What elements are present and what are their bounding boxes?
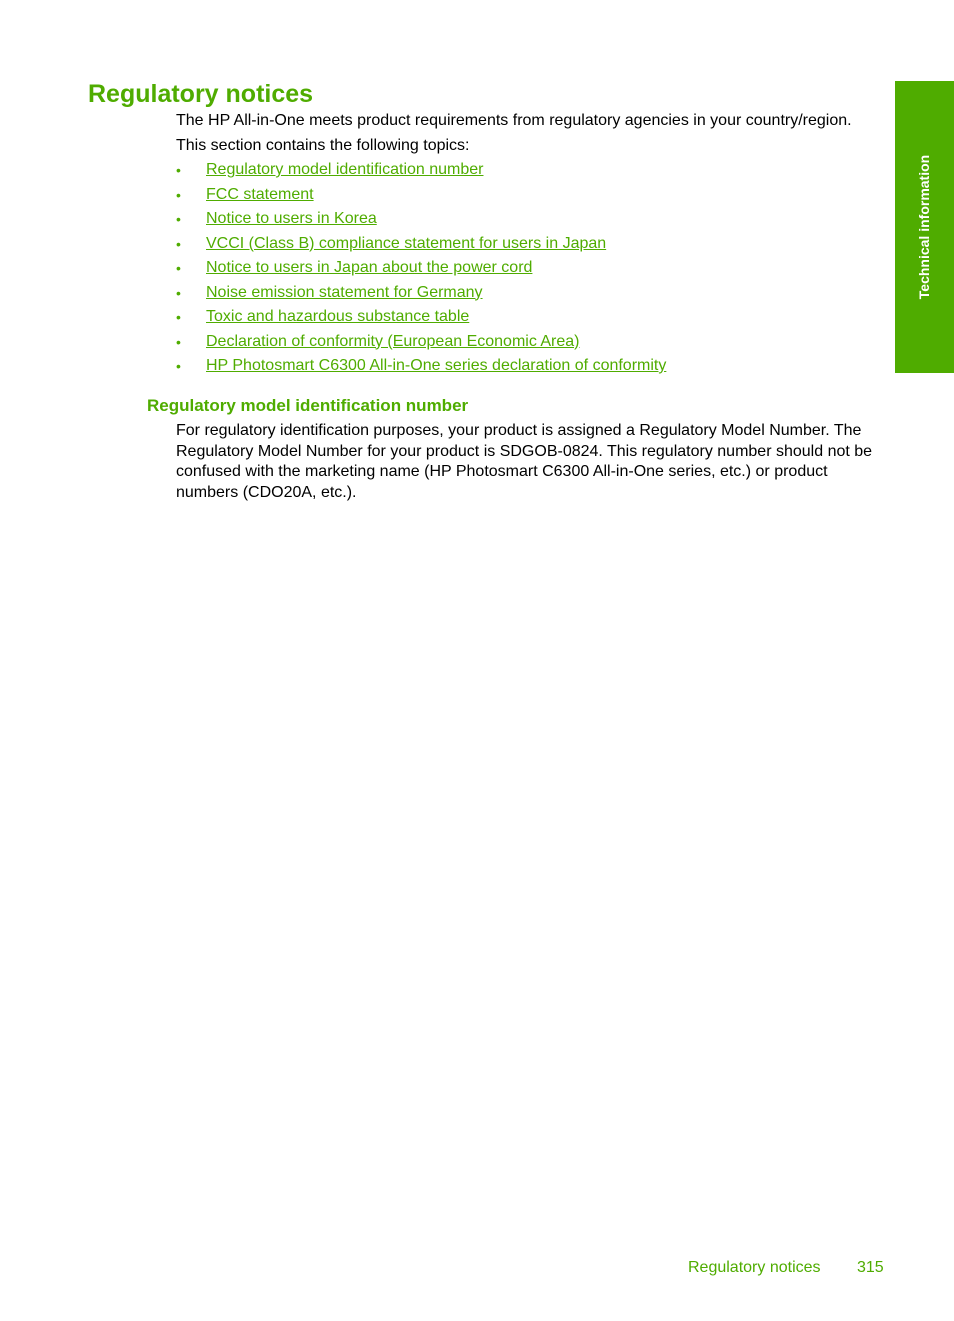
topic-link-toxic-substance[interactable]: Toxic and hazardous substance table [206,308,470,325]
bullet-icon: • [176,358,181,374]
topics-lead-text: This section contains the following topics: [176,137,470,154]
section-body: For regulatory identification purposes, your product is assigned a Regulatory Model Number. The Regulatory Model Number for your product is SDGOB-0824. This regulatory number should not be confused with the marketing name (HP Photosmart C6300 All-in-One series, etc.) or product numbers (CDO20A, etc.). [176,422,873,501]
side-tab [895,81,954,373]
bullet-icon: • [176,284,181,301]
footer-section-name: Regulatory notices [688,1259,821,1276]
topic-link-vcci-japan[interactable]: VCCI (Class B) compliance statement for users in Japan [206,234,607,252]
topic-link-declaration-eea[interactable]: Declaration of conformity (European Economic Area) [206,332,580,350]
section-heading: Regulatory model identification number [147,396,469,415]
bullet-icon: • [176,309,181,325]
bullet-icon: • [176,162,181,178]
topic-link-c6300-declaration[interactable]: HP Photosmart C6300 All-in-One series declaration of conformity [206,357,667,374]
topic-link-korea-notice[interactable]: Notice to users in Korea [206,210,377,227]
topic-link-regulatory-model[interactable]: Regulatory model identification number [206,161,484,178]
bullet-icon: • [176,260,181,276]
page-title: Regulatory notices [88,80,314,108]
topic-link-germany-noise[interactable]: Noise emission statement for Germany [206,283,483,301]
topic-link-japan-power-cord[interactable]: Notice to users in Japan about the power cord [206,259,533,276]
bullet-icon: • [176,211,181,227]
bullet-icon: • [176,186,181,203]
side-tab-label: Technical information [916,154,932,300]
bullet-icon: • [176,333,181,350]
footer-page-number: 315 [857,1259,884,1276]
topic-link-fcc-statement[interactable]: FCC statement [206,185,314,203]
bullet-icon: • [176,235,181,252]
intro-paragraph: The HP All-in-One meets product requirements from regulatory agencies in your country/region. [176,112,852,129]
